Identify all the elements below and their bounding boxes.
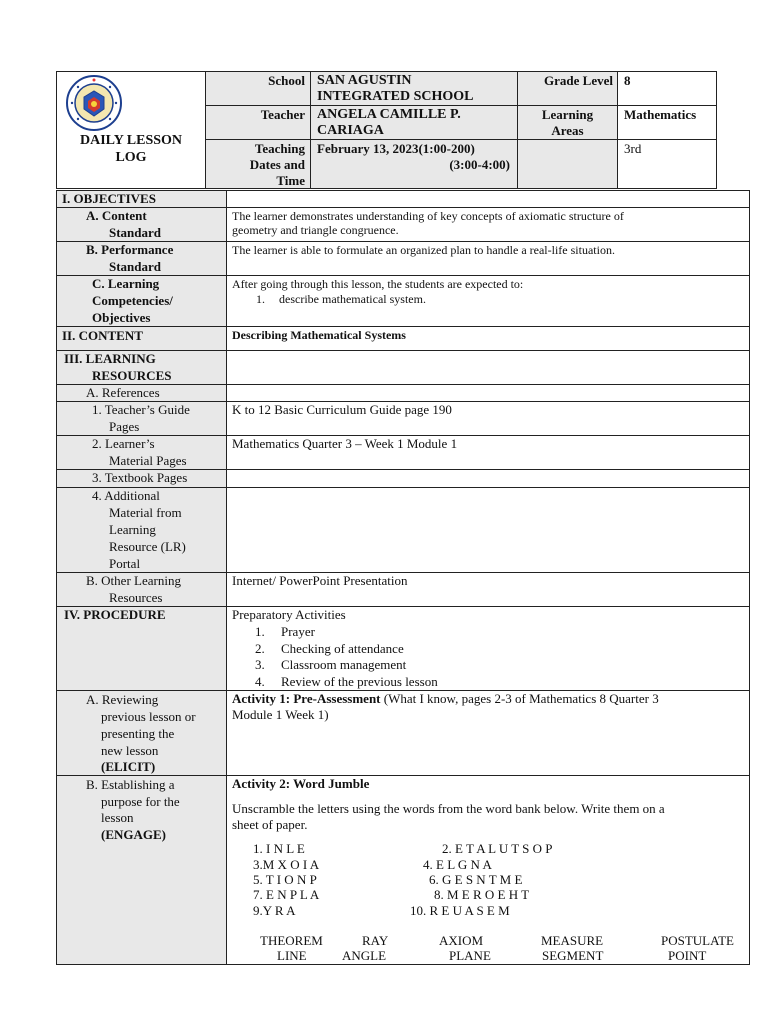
word-jumble-instruction-1: Unscramble the letters using the words from the word bank below. Write them on a <box>232 801 665 816</box>
additional-material-label-2: Material from <box>109 505 182 520</box>
elicit-activity-title: Activity 1: Pre-Assessment <box>232 691 381 706</box>
elicit-label-1: A. Reviewing <box>86 692 159 707</box>
jumble-item-9: 9.Y R A <box>253 903 296 918</box>
jumble-item-8: 8. M E R O E H T <box>434 887 530 902</box>
content-standard-label-2: Standard <box>109 225 162 240</box>
school-value-1: SAN AGUSTIN <box>317 73 412 88</box>
list-item-number: 1. <box>255 624 265 639</box>
word-jumble-instruction-2: sheet of paper. <box>232 817 308 832</box>
word-bank-word: THEOREM <box>260 933 323 948</box>
learning-label-1: Learning <box>541 107 594 122</box>
grade-label: Grade Level <box>544 73 613 88</box>
competencies-label-1: C. Learning <box>92 276 160 291</box>
competencies-label-2: Competencies/ <box>92 293 173 308</box>
competencies-label-3: Objectives <box>92 310 151 325</box>
list-item <box>255 674 438 691</box>
preparatory-title: Preparatory Activities <box>232 607 346 622</box>
list-item <box>255 657 438 674</box>
references-value-cell <box>226 384 750 402</box>
teacher-label: Teacher <box>260 107 305 122</box>
performance-standard-label-2: Standard <box>109 259 162 274</box>
word-jumble-title: Activity 2: Word Jumble <box>232 776 370 791</box>
quarter-label-cell <box>517 139 618 189</box>
other-resources-label-2: Resources <box>109 590 163 605</box>
other-resources-label-1: B. Other Learning <box>86 573 181 588</box>
textbook-label: 3. Textbook Pages <box>92 470 188 485</box>
dates-label-3: Time <box>276 173 305 188</box>
performance-standard-label-1: B. Performance <box>86 242 174 257</box>
teachers-guide-value: K to 12 Basic Curriculum Guide page 190 <box>232 402 452 417</box>
title-line-2: LOG <box>115 150 147 165</box>
dates-label-2: Dates and <box>249 157 305 172</box>
elicit-activity-text-2: Module 1 Week 1) <box>232 707 329 722</box>
elicit-label-4: new lesson <box>101 743 159 758</box>
teacher-value-2: CARIAGA <box>317 123 384 138</box>
list-item-text: Checking of attendance <box>281 640 404 656</box>
list-item-text: Review of the previous lesson <box>281 673 438 689</box>
content-standard-label-1: A. Content <box>86 208 147 223</box>
competencies-intro: After going through this lesson, the students are expected to: <box>232 277 524 291</box>
engage-label-2: purpose for the <box>101 794 180 809</box>
list-item-number: 2. <box>255 640 265 656</box>
objectives-heading-value-cell <box>226 190 750 208</box>
references-label: A. References <box>86 385 160 400</box>
dates-value-1: February 13, 2023(1:00-200) <box>317 141 475 156</box>
jumble-item-3: 3.M X O I A <box>253 857 320 872</box>
word-bank-word: POINT <box>668 948 707 963</box>
elicit-activity-text-1: (What I know, pages 2-3 of Mathematics 8 Quarter 3 <box>380 691 659 706</box>
content-standard-text-1: The learner demonstrates understanding of key concepts of axiomatic structure of <box>232 209 624 223</box>
jumble-item-5: 5. T I O N P <box>253 872 317 887</box>
competencies-item-number: 1. <box>256 292 265 306</box>
engage-label-3: lesson <box>101 810 134 825</box>
content-value: Describing Mathematical Systems <box>232 328 406 342</box>
learners-material-value: Mathematics Quarter 3 – Week 1 Module 1 <box>232 436 458 451</box>
school-label: School <box>268 73 305 88</box>
learning-value: Mathematics <box>624 107 697 122</box>
additional-material-label-5: Portal <box>109 556 141 571</box>
jumble-item-7: 7. E N P L A <box>253 887 320 902</box>
performance-standard-text: The learner is able to formulate an organized plan to handle a real-life situation. <box>232 243 615 257</box>
word-bank-word: ANGLE <box>342 948 387 963</box>
jumble-item-2: 2. E T A L U T S O P <box>442 841 553 856</box>
resources-heading-1: III. LEARNING <box>64 351 156 366</box>
teachers-guide-label-2: Pages <box>109 419 140 434</box>
school-value-2: INTEGRATED SCHOOL <box>317 89 474 104</box>
word-bank-word: MEASURE <box>541 933 604 948</box>
list-item-text: Classroom management <box>281 657 407 672</box>
teachers-guide-label-1: 1. Teacher’s Guide <box>92 402 190 417</box>
word-bank-word: LINE <box>277 948 307 963</box>
deped-seal-logo <box>66 75 122 131</box>
elicit-label-5: (ELICIT) <box>101 759 156 774</box>
grade-value: 8 <box>624 73 631 88</box>
engage-label-1: B. Establishing a <box>86 777 175 792</box>
quarter-value: 3rd <box>624 141 642 156</box>
jumble-item-10: 10. R E U A S E M <box>410 903 510 918</box>
additional-material-label-3: Learning <box>109 522 156 537</box>
textbook-value-cell <box>226 469 750 488</box>
content-heading: II. CONTENT <box>62 328 143 343</box>
elicit-label-3: presenting the <box>101 726 175 741</box>
list-item-number: 3. <box>255 657 265 672</box>
word-bank-word: SEGMENT <box>542 948 604 963</box>
resources-heading-value-cell <box>226 350 750 385</box>
list-item-number: 4. <box>255 673 265 689</box>
additional-material-label-4: Resource (LR) <box>109 539 186 554</box>
jumble-item-1: 1. I N L E <box>253 841 305 856</box>
word-bank-word: RAY <box>362 933 389 948</box>
teacher-value-1: ANGELA CAMILLE P. <box>317 107 461 122</box>
jumble-item-6: 6. G E S N T M E <box>429 872 523 887</box>
content-standard-text-2: geometry and triangle congruence. <box>232 223 399 237</box>
word-bank-word: POSTULATE <box>661 933 734 948</box>
engage-label-4: (ENGAGE) <box>101 827 166 842</box>
dates-value-2: (3:00-4:00) <box>449 157 510 172</box>
preparatory-list <box>255 624 438 690</box>
dates-label-1: Teaching <box>254 141 305 156</box>
additional-material-value-cell <box>226 487 750 573</box>
list-item-text: Prayer <box>281 624 315 639</box>
additional-material-label-1: 4. Additional <box>92 488 160 503</box>
procedure-heading: IV. PROCEDURE <box>64 607 166 622</box>
title-line-1: DAILY LESSON <box>79 133 183 148</box>
elicit-activity-line-1 <box>232 691 659 707</box>
competencies-item: describe mathematical system. <box>279 292 426 306</box>
learning-label-2: Areas <box>551 123 584 138</box>
other-resources-value: Internet/ PowerPoint Presentation <box>232 573 408 588</box>
elicit-label-2: previous lesson or <box>101 709 196 724</box>
list-item <box>255 641 438 658</box>
word-bank-word: AXIOM <box>439 933 484 948</box>
learners-material-label-2: Material Pages <box>109 453 187 468</box>
learners-material-label-1: 2. Learner’s <box>92 436 155 451</box>
word-bank-word: PLANE <box>449 948 491 963</box>
jumble-item-4: 4. E L G N A <box>423 857 492 872</box>
resources-heading-2: RESOURCES <box>92 368 172 383</box>
grade-value-cell <box>617 71 717 106</box>
objectives-heading: I. OBJECTIVES <box>62 191 156 206</box>
list-item <box>255 624 438 641</box>
